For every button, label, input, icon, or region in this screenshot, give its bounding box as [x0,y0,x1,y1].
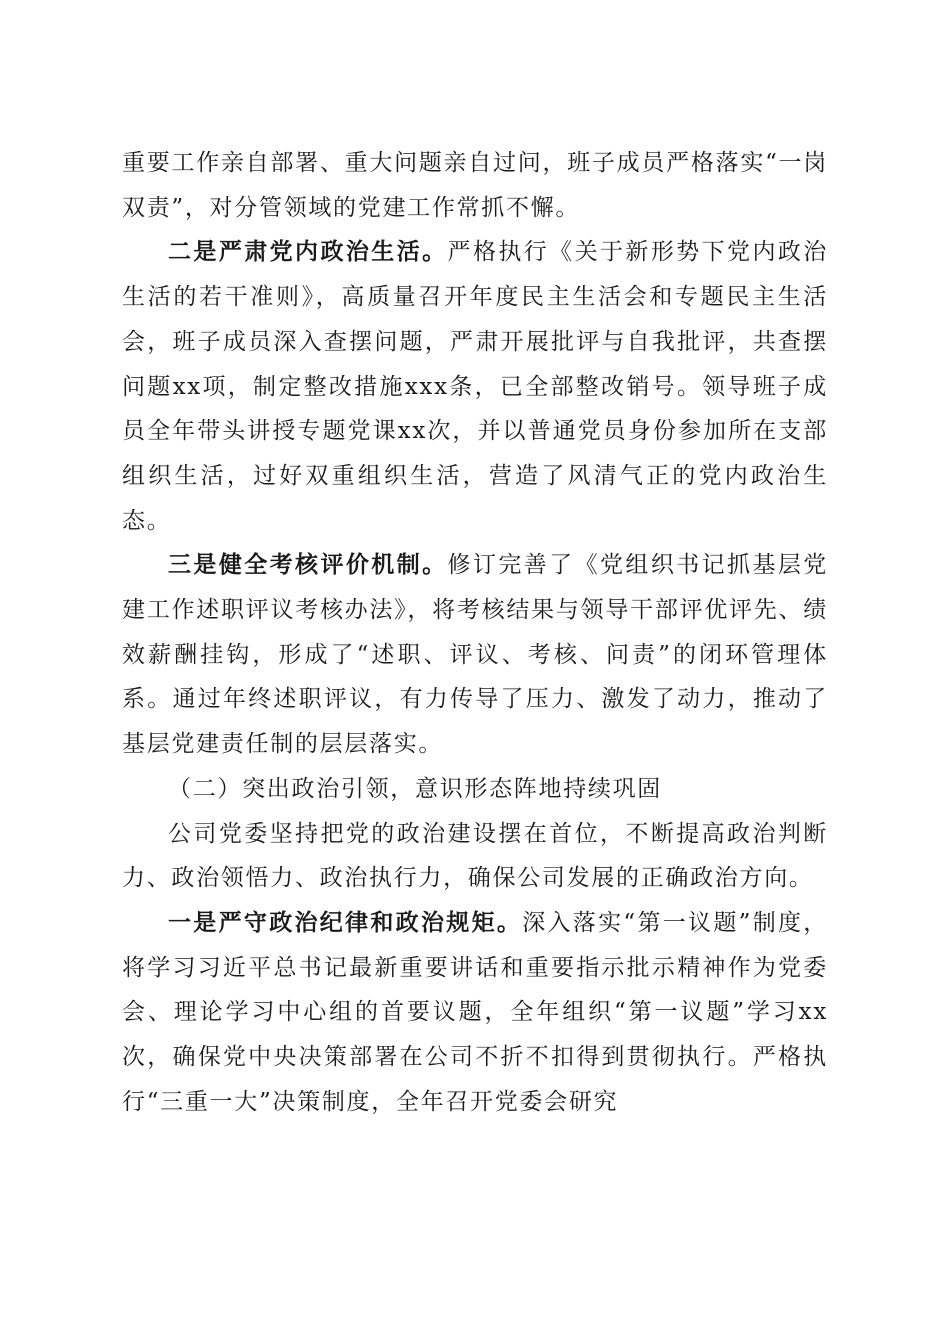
paragraph-text: 严格执行《关于新形势下党内政治生活的若干准则》，高质量召开年度民主生活会和专题民主生活会，班子成员深入查摆问题，严肃开展批评与自我批评，共查摆问题xx项，制定整改措施xxx条，已全部整改销号。领导班子成员全年带头讲授专题党课xx次，并以普通党员身份参加所在支部组织生活，过好双重组织生活，营造了风清气正的党内政治生态。 [122,239,828,534]
paragraph-point-political-life [122,230,828,543]
paragraph-text: 公司党委坚持把党的政治建设摆在首位，不断提高政治判断力、政治领悟力、政治执行力，确保公司发展的正确政治方向。 [122,820,828,892]
paragraph-lead: 一是严守政治纪律和政治规矩。 [168,908,523,936]
paragraph-text: 修订完善了《党组织书记抓基层党建工作述职评议考核办法》，将考核结果与领导干部评优评先、绩效薪酬挂钩，形成了“述职、评议、考核、问责”的闭环管理体系。通过年终述职评议，有力传导了压力、激发了动力，推动了基层党建责任制的层层落实。 [122,552,828,758]
paragraph-point-evaluation [122,543,828,767]
paragraph-body [122,812,828,901]
paragraph-text: 重要工作亲自部署、重大问题亲自过问，班子成员严格落实“一岗双责”，对分管领域的党建工作常抓不懈。 [122,150,828,221]
paragraph-continuation [122,141,828,230]
paragraph-point-discipline [122,901,828,1125]
section-heading: （二）突出政治引领，意识形态阵地持续巩固 [168,775,662,802]
paragraph-lead: 三是健全考核评价机制。 [168,551,448,579]
paragraph-lead: 二是严肃党内政治生活。 [168,238,448,266]
paragraph-text: 深入落实“第一议题”制度，将学习习近平总书记最新重要讲话和重要指示批示精神作为党委会、理论学习中心组的首要议题，全年组织“第一议题”学习xx次，确保党中央决策部署在公司不折不扣得到贯彻执行。严格执行“三重一大”决策制度，全年召开党委会研究 [122,909,828,1115]
document-body [122,141,828,1124]
